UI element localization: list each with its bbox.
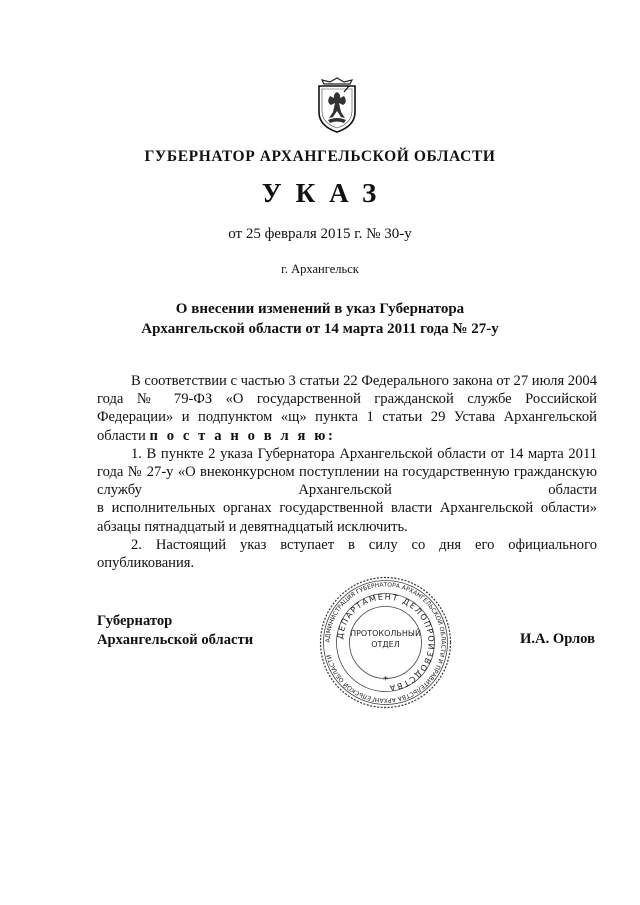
stamp-star: * bbox=[383, 675, 388, 686]
item-1-paragraph: 1. В пункте 2 указа Губернатора Архангельской области от 14 марта 2011 года № 27-у «О внеконкурсном поступлении на государственную гражданскую службу Архангельской области bbox=[97, 445, 597, 499]
item-1-end: абзацы пятнадцатый и девятнадцатый исключить. bbox=[97, 518, 408, 535]
decree-word: п о с т а н о в л я ю: bbox=[149, 427, 336, 444]
signatory-title bbox=[97, 612, 253, 650]
stamp-inner-ring-text: ДЕПАРТАМЕНТ ДЕЛОПРОИЗВОДСТВА bbox=[335, 592, 436, 693]
issuer-heading: ГУБЕРНАТОР АРХАНГЕЛЬСКОЙ ОБЛАСТИ bbox=[144, 148, 496, 165]
issue-city: г. Архангельск bbox=[281, 262, 359, 276]
decree-title bbox=[0, 299, 640, 339]
item-2-paragraph: 2. Настоящий указ вступает в силу со дня его официального опубликования. bbox=[97, 536, 597, 572]
stamp-outer-ring-text: АДМИНИСТРАЦИЯ ГУБЕРНАТОРА АРХАНГЕЛЬСКОЙ ОБЛАСТИ И ПРАВИТЕЛЬСТВА АРХАНГЕЛЬСКОЙ ОБЛАСТИ bbox=[324, 581, 447, 704]
preamble-paragraph bbox=[97, 372, 597, 445]
decree-title-line-1: О внесении изменений в указ Губернатора bbox=[175, 301, 465, 317]
decree-title-line-2: Архангельской области от 14 марта 2011 года № 27-у bbox=[141, 321, 499, 337]
stamp-center-line-1: ПРОТОКОЛЬНЫЙ bbox=[350, 629, 421, 638]
signatory-title-line-1: Губернатор bbox=[97, 613, 173, 629]
signatory-title-line-2: Архангельской области bbox=[97, 632, 254, 648]
stamp-center-line-2: ОТДЕЛ bbox=[371, 640, 400, 649]
decree-body bbox=[97, 372, 597, 572]
preamble-text: В соответствии с частью 3 статьи 22 Федерального закона от 27 июля 2004 года № 79-ФЗ «О государственной гражданской службе Российской Федерации» и подпунктом «щ» пункта 1 статьи 29 Устава Архангельской области bbox=[97, 373, 597, 444]
arkhangelsk-coat-of-arms-icon bbox=[316, 72, 358, 134]
decree-date-number: от 25 февраля 2015 г. № 30-у bbox=[228, 226, 412, 242]
document-type: УКАЗ bbox=[261, 178, 391, 208]
signatory-name: И.А. Орлов bbox=[520, 631, 595, 647]
item-1-continuation: в исполнительных органах государственной власти Архангельской области» bbox=[97, 500, 597, 517]
official-stamp bbox=[318, 575, 453, 710]
